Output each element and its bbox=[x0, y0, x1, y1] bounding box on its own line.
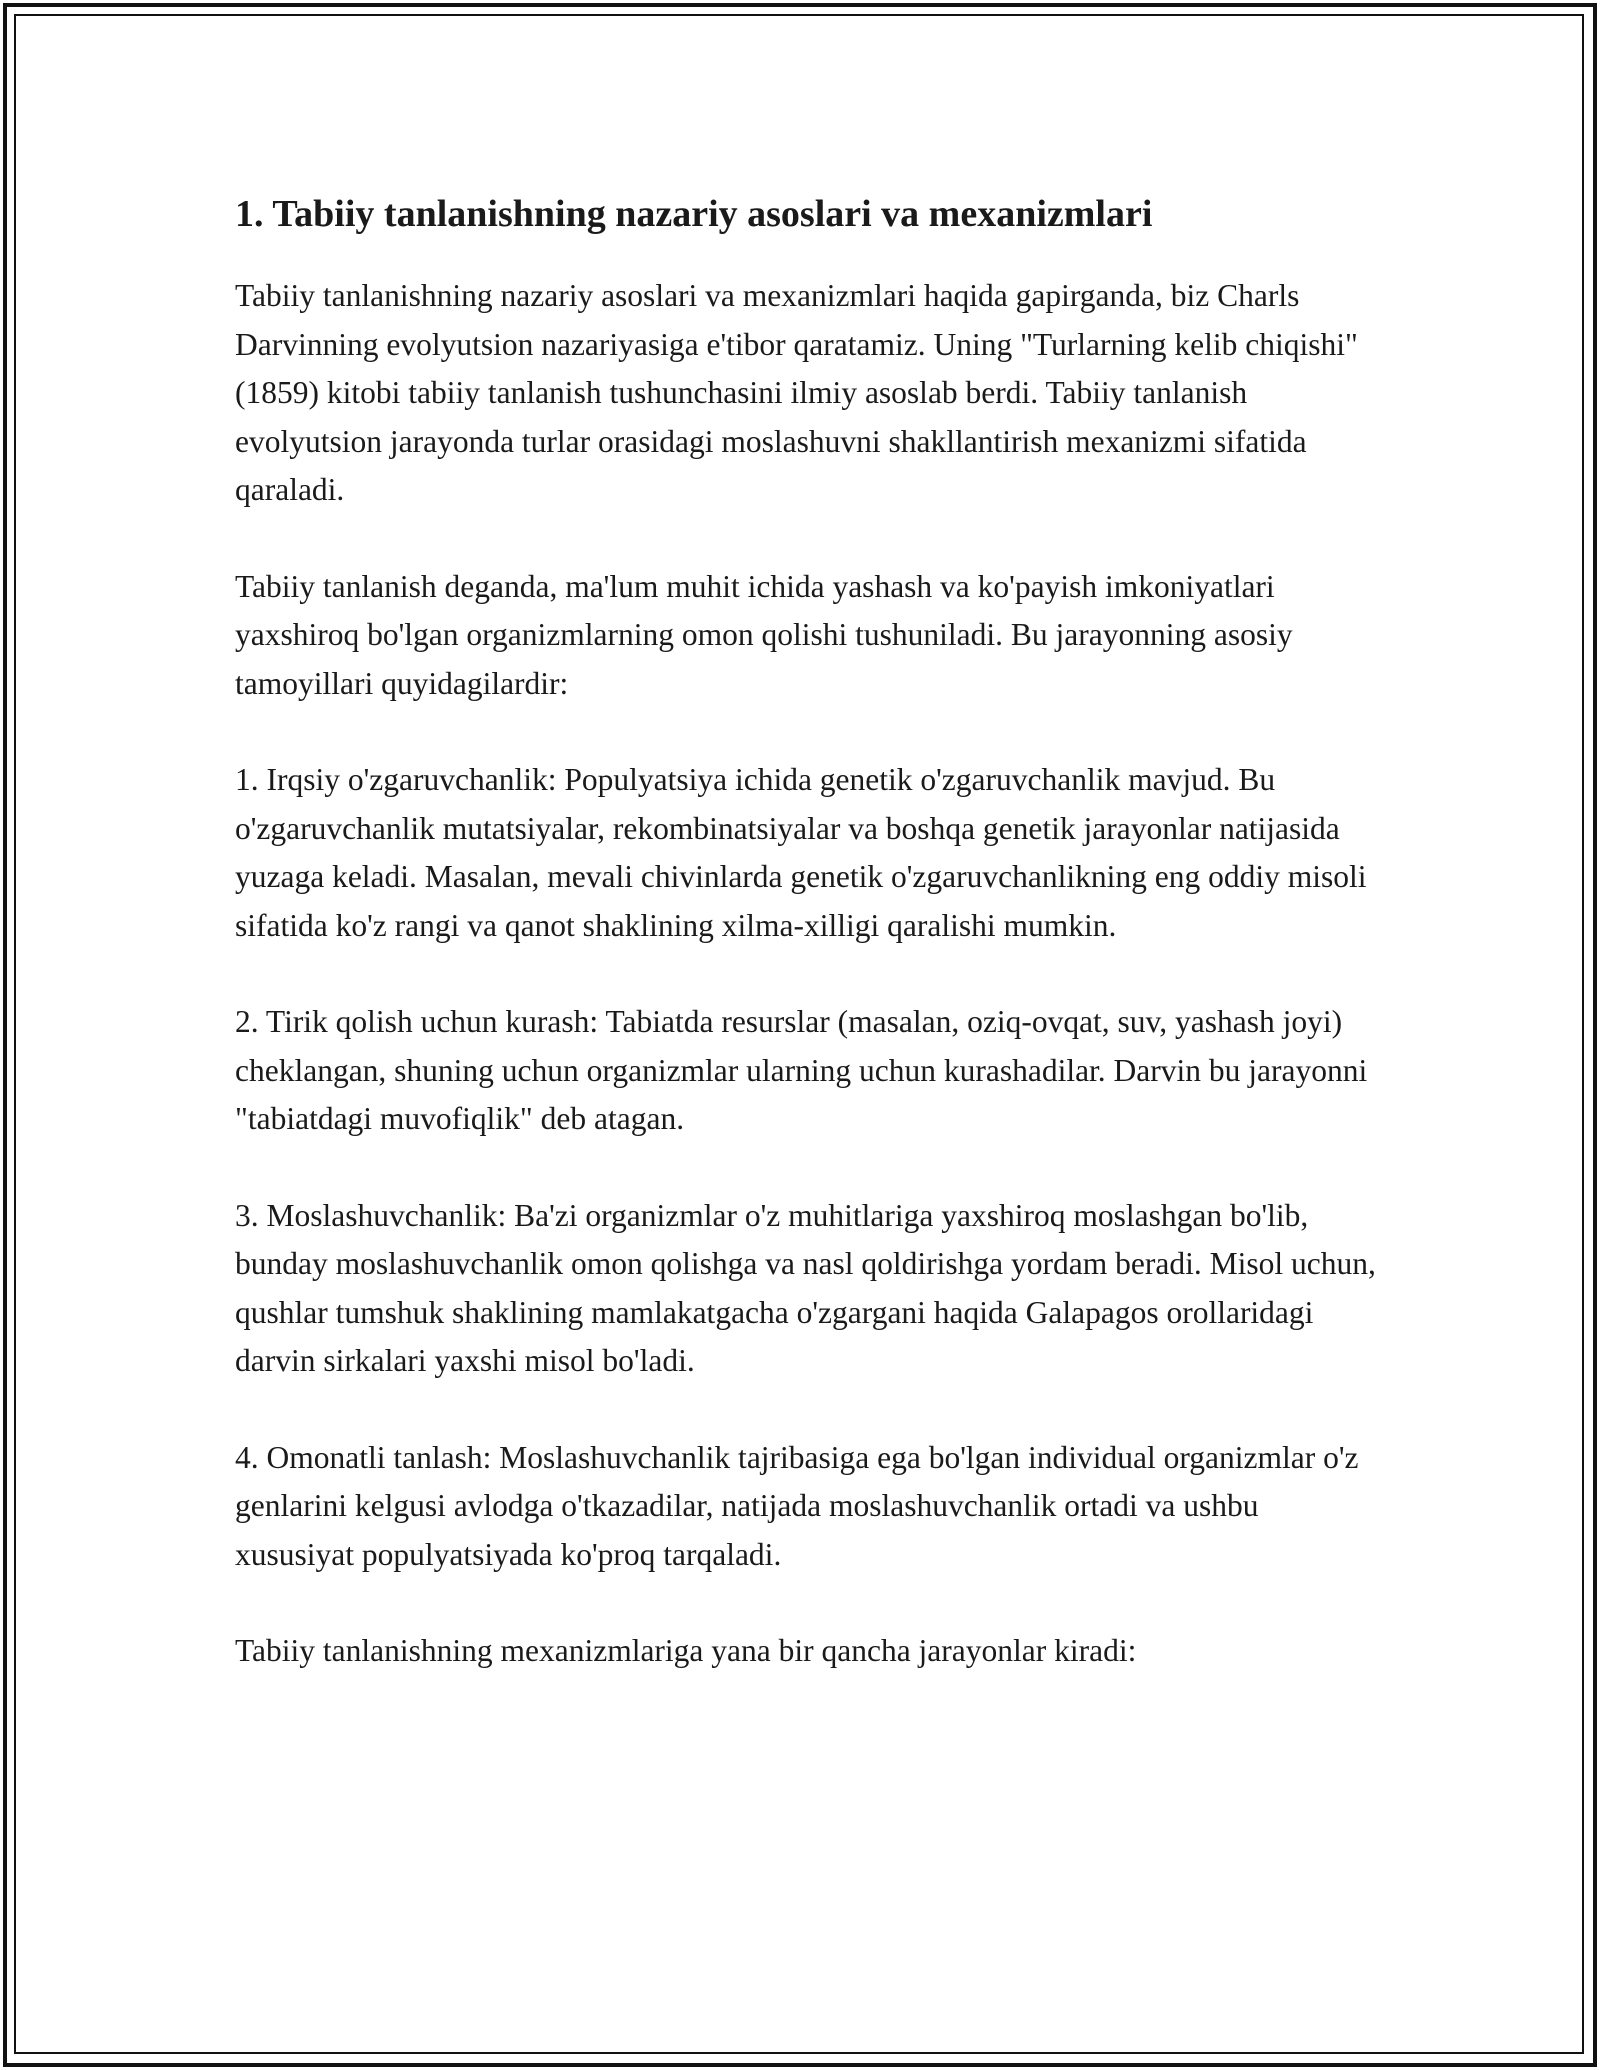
paragraph-principle-4: 4. Omonatli tanlash: Moslashuvchanlik tajribasiga ega bo'lgan individual organizmlar o'z genlarini kelgusi avlodga o'tkazadilar, natijada moslashuvchanlik ortadi va ushbu xususiyat populyatsiyada ko'proq tarqaladi. bbox=[235, 1439, 1359, 1572]
paragraph-principle-3: 3. Moslashuvchanlik: Ba'zi organizmlar o'z muhitlariga yaxshiroq moslashgan bo'lib, bunday moslashuvchanlik omon qolishga va nasl qoldirishga yordam beradi. Misol uchun, qushlar tumshuk shaklining mamlakatgacha o'zgargani haqida Galapagos orollaridagi darvin sirkalari yaxshi misol bo'ladi. bbox=[235, 1197, 1376, 1378]
paragraph-principle-1: 1. Irqsiy o'zgaruvchanlik: Populyatsiya ichida genetik o'zgaruvchanlik mavjud. Bu o'zgaruvchanlik mutatsiyalar, rekombinatsiyalar va boshqa genetik jarayonlar natijasida yuzaga keladi. Masalan, mevali chivinlarda genetik o'zgaruvchanlikning eng oddiy misoli sifatida ko'z rangi va qanot shaklining xilma-xilligi qaralishi mumkin. bbox=[235, 762, 1367, 943]
document-body bbox=[235, 186, 1385, 1724]
paragraph-definition: Tabiiy tanlanish deganda, ma'lum muhit ichida yashash va ko'payish imkoniyatlari yaxshiroq bo'lgan organizmlarning omon qolishi tushuniladi. Bu jarayonning asosiy tamoyillari quyidagilardir: bbox=[235, 568, 1293, 701]
section-heading: 1. Tabiiy tanlanishning nazariy asoslari va mexanizmlari bbox=[235, 193, 1153, 235]
paragraph-mechanisms: Tabiiy tanlanishning mexanizmlariga yana bir qancha jarayonlar kiradi: bbox=[235, 1633, 1137, 1668]
paragraph-principle-2: 2. Tirik qolish uchun kurash: Tabiatda resurslar (masalan, oziq-ovqat, suv, yashash joyi) cheklangan, shuning uchun organizmlar ularning uchun kurashadilar. Darvin bu jarayonni "tabiatdagi muvofiqlik" deb atagan. bbox=[235, 1004, 1368, 1136]
paragraph-intro: Tabiiy tanlanishning nazariy asoslari va mexanizmlari haqida gapirganda, biz Charls Darvinning evolyutsion nazariyasiga e'tibor qaratamiz. Uning "Turlarning kelib chiqishi" (1859) kitobi tabiiy tanlanish tushunchasini ilmiy asoslab berdi. Tabiiy tanlanish evolyutsion jarayonda turlar orasidagi moslashuvni shakllantirish mexanizmi sifatida qaraladi. bbox=[235, 278, 1358, 507]
